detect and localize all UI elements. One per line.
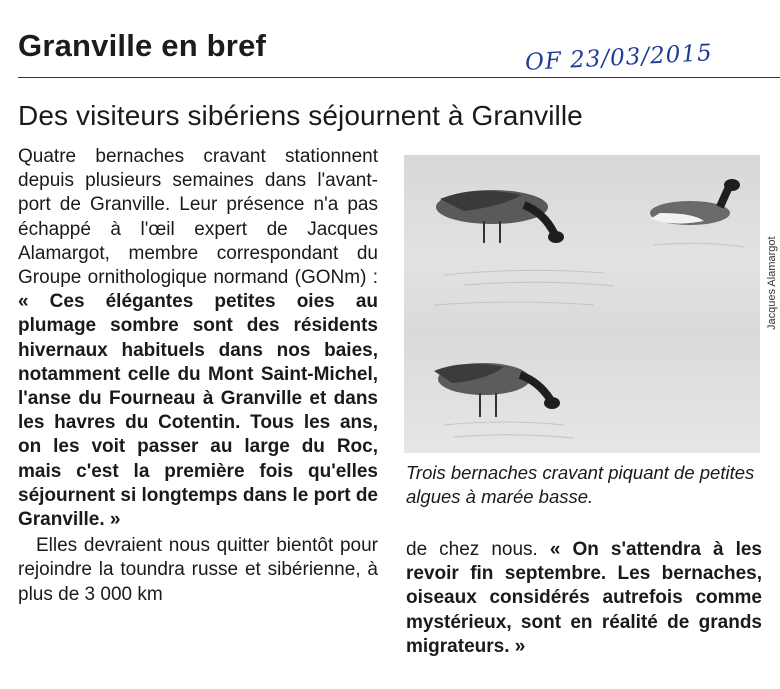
article-headline: Des visiteurs sibériens séjournent à Granville: [18, 100, 583, 131]
paragraph-1-plain: Quatre bernaches cravant stationnent depuis plusieurs semaines dans l'avant-port de Granville. Leur présence n'a pas échappé à l'œil expert de Jacques Alamargot, membre correspondant du Groupe ornithologique normand (GONm) :: [18, 146, 378, 289]
header-rule: [18, 77, 780, 78]
goose-1-illustration: [436, 190, 564, 243]
goose-3-illustration: [434, 363, 560, 417]
handwritten-date-note: OF 23/03/2015: [524, 40, 714, 76]
section-title: Granville en bref: [18, 28, 267, 63]
photo-caption: Trois bernaches cravant piquant de petites algues à marée basse.: [406, 462, 755, 507]
paragraph-3-plain: de chez nous.: [406, 539, 550, 560]
photo-credit: Jacques Alamargot: [766, 236, 778, 330]
article-photo: [404, 155, 760, 453]
paragraph-1: [18, 145, 378, 532]
paragraph-2: [18, 534, 378, 607]
paragraph-3-quote: « On s'attendra à les revoir fin septembre. Les bernaches, oiseaux considérés autrefois comme mystérieux, sont en réalité de grands migrateurs. »: [406, 539, 763, 657]
paragraph-2-plain: Elles devraient nous quitter bientôt pour rejoindre la toundra russe et sibérienne, à plus de 3 000 km: [18, 535, 378, 605]
article-right-column: [406, 538, 762, 659]
article-left-column: [18, 145, 378, 607]
goose-2-illustration: [650, 179, 740, 225]
paragraph-1-quote: « Ces élégantes petites oies au plumage sombre sont des résidents hivernaux habituels dans nos baies, notamment celle du Mont Saint-Michel, l'anse du Fourneau à Granville et dans les havres du Cotentin. Tous les ans, on les voit passer au large du Roc, mais c'est la première fois qu'elles séjournent si longtemps dans le port de Granville. »: [18, 291, 378, 531]
